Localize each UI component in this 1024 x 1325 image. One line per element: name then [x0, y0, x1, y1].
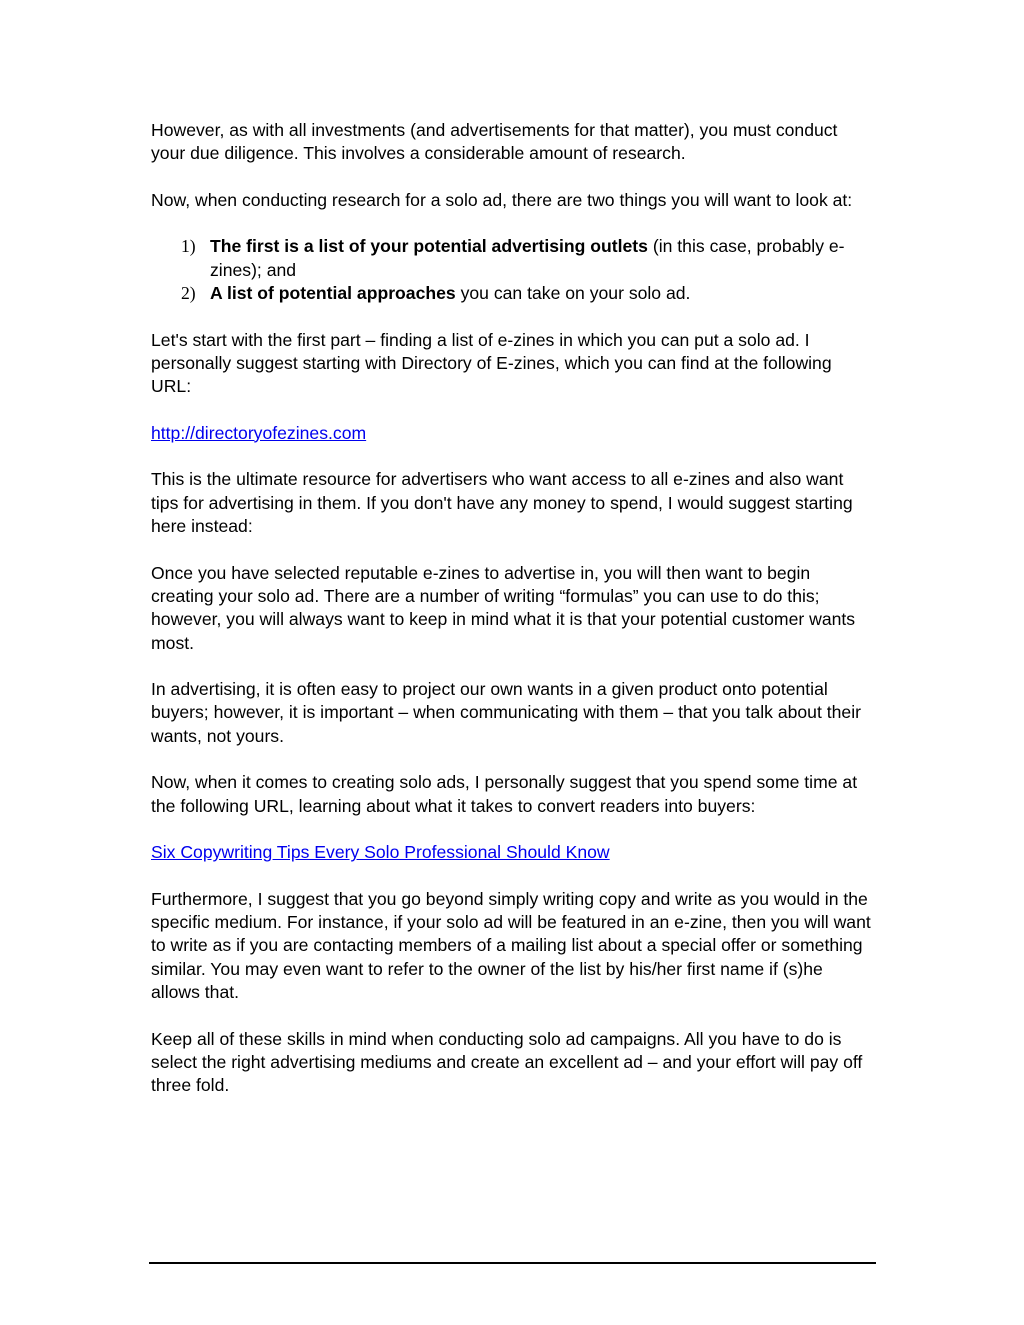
numbered-list [151, 235, 875, 305]
document-page [151, 119, 875, 1121]
footer-divider [149, 1262, 876, 1264]
paragraph-advertising-wants: In advertising, it is often easy to project our own wants in a given product onto potential buyers; however, it is important – when communicating with them – that you talk about their wants, not yours. [151, 679, 861, 746]
paragraph-selected-ezines: Once you have selected reputable e-zines to advertise in, you will then want to begin creating your solo ad. There are a number of writing “formulas” you can use to do this; however, you will always want to keep in mind what it is that your potential customer wants most. [151, 562, 856, 653]
list-item-text: (in this case, probably e-zines); and [210, 236, 845, 280]
copywriting-tips-link[interactable]: Six Copywriting Tips Every Solo Professional Should Know [151, 842, 610, 863]
paragraph-first-part: Let's start with the first part – finding a list of e-zines in which you can put a solo ad. I personally suggest starting with Directory of E-zines, which you can find at the following URL: [151, 329, 832, 397]
paragraph-two-things: Now, when conducting research for a solo ad, there are two things you will want to look at: [151, 189, 853, 210]
list-number: 1) [181, 236, 196, 257]
directory-link[interactable]: http://directoryofezines.com [151, 422, 367, 443]
list-number: 2) [181, 283, 196, 304]
paragraph-keep-skills: Keep all of these skills in mind when conducting solo ad campaigns. All you have to do is select the right advertising mediums and create an excellent ad – and your effort will pay off three fold. [151, 1028, 863, 1096]
list-item-text: you can take on your solo ad. [455, 283, 691, 304]
list-item-bold-text: A list of potential approaches [210, 283, 456, 304]
paragraph-due-diligence: However, as with all investments (and advertisements for that matter), you must conduct your due diligence. This involves a considerable amount of research. [151, 120, 838, 164]
list-item [151, 235, 875, 282]
list-item-bold-text: The first is a list of your potential advertising outlets [210, 236, 648, 257]
link-paragraph-directory [151, 422, 875, 445]
list-item [151, 282, 875, 305]
paragraph-ultimate-resource: This is the ultimate resource for advertisers who want access to all e-zines and also want tips for advertising in them. If you don't have any money to spend, I would suggest starting here instead: [151, 469, 853, 537]
paragraph-specific-medium: Furthermore, I suggest that you go beyond simply writing copy and write as you would in the specific medium. For instance, if your solo ad will be featured in an e-zine, then you will want to write as if you are contacting members of a mailing list about a special offer or something similar. You may even want to refer to the owner of the list by his/her first name if (s)he allows that. [151, 888, 871, 1002]
link-paragraph-copywriting [151, 841, 875, 864]
paragraph-creating-solo-ads: Now, when it comes to creating solo ads, I personally suggest that you spend some time at the following URL, learning about what it takes to convert readers into buyers: [151, 772, 858, 816]
